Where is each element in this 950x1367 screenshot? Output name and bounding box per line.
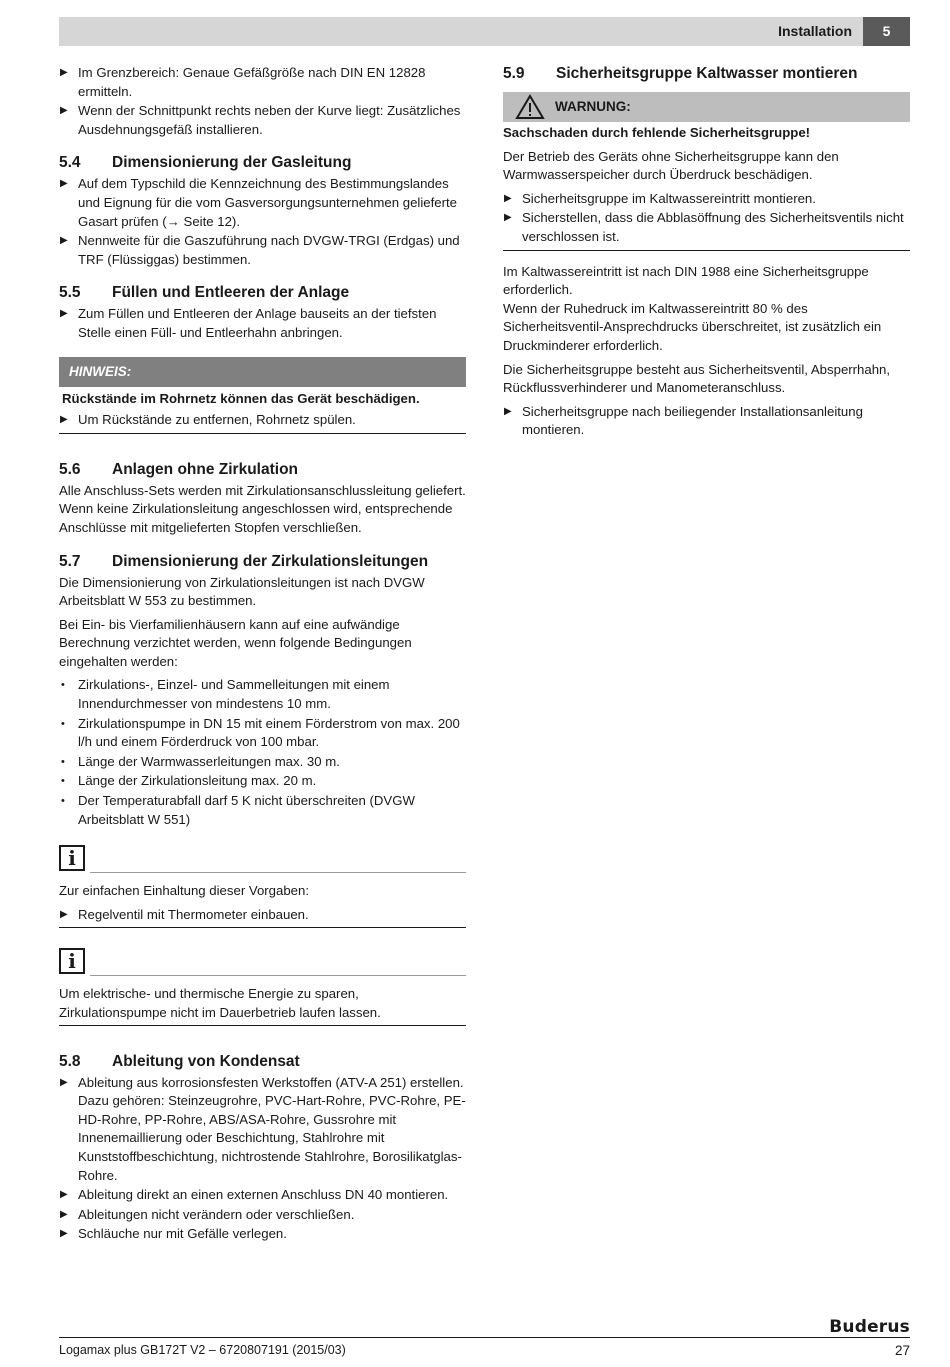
- section-heading: 5.7 Dimensionierung der Zirkulationsleitungen: [59, 552, 429, 570]
- paragraph: Um elektrische- und thermische Energie zu sparen, Zirkulationspumpe nicht im Dauerbetrieb laufen lassen.: [59, 986, 381, 1020]
- warning-list: [503, 190, 910, 247]
- notice-list: [59, 411, 466, 430]
- list-item: ▶ Schläuche nur mit Gefälle verlegen.: [59, 1225, 466, 1244]
- section-5-6: [59, 460, 466, 538]
- warning-header: [503, 92, 910, 122]
- list-item: ▶ Ableitungen nicht verändern oder verschließen.: [59, 1206, 466, 1225]
- section-5-5: [59, 283, 466, 342]
- section-5-8: [59, 1052, 466, 1244]
- paragraph: Der Betrieb des Geräts ohne Sicherheitsgruppe kann den Warmwasserspeicher durch Überdruck beschädigen.: [503, 148, 839, 183]
- left-column: [59, 64, 466, 1249]
- footer-document-id: Logamax plus GB172T V2 – 6720807191 (2015/03): [59, 1343, 346, 1357]
- intro-list: [59, 64, 466, 139]
- list-item: • Zirkulations-, Einzel- und Sammelleitungen mit einem Innendurchmesser von mindestens 10 mm.: [59, 676, 466, 713]
- list-item: • Länge der Zirkulationsleitung max. 20 m.: [59, 772, 466, 791]
- chapter-number: 5: [863, 17, 910, 46]
- list-item: • Länge der Warmwasserleitungen max. 30 m.: [59, 753, 466, 772]
- paragraph: Die Dimensionierung von Zirkulationsleitungen ist nach DVGW Arbeitsblatt W 553 zu bestimmen.: [59, 574, 425, 609]
- list-item: ▶ Regelventil mit Thermometer einbauen.: [59, 906, 466, 925]
- list-item: ▶ Im Grenzbereich: Genaue Gefäßgröße nach DIN EN 12828 ermitteln.: [59, 64, 466, 101]
- list-item: ▶ Um Rückstände zu entfernen, Rohrnetz spülen.: [59, 411, 466, 430]
- paragraph: Die Sicherheitsgruppe besteht aus Sicherheitsventil, Absperrhahn, Rückflussverhinderer und Manometeranschluss.: [503, 361, 891, 396]
- list-item: ▶ Sicherstellen, dass die Abblasöffnung des Sicherheitsventils nicht verschlossen ist.: [503, 209, 910, 246]
- header-title: Installation: [778, 23, 852, 39]
- warning-subtitle: Sachschaden durch fehlende Sicherheitsgruppe!: [503, 125, 811, 140]
- info-icon: i: [59, 845, 85, 871]
- footer-divider: [59, 1337, 910, 1338]
- section-list: [59, 305, 466, 342]
- warning-box: [503, 92, 910, 251]
- info-box-1: [59, 845, 466, 928]
- brand-logo: Buderus: [829, 1317, 910, 1337]
- paragraph: Bei Ein- bis Vierfamilienhäusern kann auf eine aufwändige Berechnung verzichtet werden, wenn folgende Bedingungen eingehalten werden:: [59, 616, 412, 669]
- section-5-4: [59, 153, 466, 269]
- notice-label: HINWEIS:: [59, 357, 466, 387]
- list-item: • Zirkulationspumpe in DN 15 mit einem Förderstrom von max. 200 l/h und einem Förderdruck von 100 mbar.: [59, 715, 466, 752]
- section-heading: 5.8 Ableitung von Kondensat: [59, 1052, 300, 1070]
- paragraph: Alle Anschluss-Sets werden mit Zirkulationsanschlussleitung geliefert. Wenn keine Zirkulationsleitung angeschlossen wird, entsprechende Anschlüsse mit mitgelieferten Stopfen verschließen.: [59, 482, 466, 535]
- section-heading: 5.9 Sicherheitsgruppe Kaltwasser montieren: [503, 65, 858, 82]
- section-list: [59, 175, 466, 269]
- warning-triangle-icon: [515, 94, 545, 120]
- section-heading: 5.5 Füllen und Entleeren der Anlage: [59, 284, 350, 302]
- page-header: [59, 17, 910, 46]
- list-item: ▶ Sicherheitsgruppe nach beiliegender Installationsanleitung montieren.: [503, 403, 910, 440]
- section-heading: 5.4 Dimensionierung der Gasleitung: [59, 154, 352, 172]
- section-list: [503, 403, 910, 440]
- conditions-list: [59, 676, 466, 829]
- paragraph: Zur einfachen Einhaltung dieser Vorgaben:: [59, 883, 310, 899]
- list-item: ▶ Ableitung aus korrosionsfesten Werkstoffen (ATV-A 251) erstellen. Dazu gehören: Steinzeugrohre, PVC-Hart-Rohre, PVC-Rohre, PE-HD-Rohre, PP-Rohre, ABS/ASA-Rohre, Gussrohre mit Innenemaillierung oder Beschichtung, Stahlrohre mit Kunststoffbeschichtung, nichtrostende Stahlrohre, Borosilikatglas-Rohre.: [59, 1074, 466, 1186]
- notice-subtitle: Rückstände im Rohrnetz können das Gerät beschädigen.: [62, 390, 420, 406]
- info-icon: i: [59, 948, 85, 974]
- notice-box: [59, 357, 466, 434]
- section-list: [59, 1074, 466, 1244]
- warning-label: WARNUNG:: [555, 99, 631, 114]
- page-number: 27: [894, 1343, 910, 1358]
- list-item: • Der Temperaturabfall darf 5 K nicht überschreiten (DVGW Arbeitsblatt W 551): [59, 792, 466, 829]
- list-item: ▶ Ableitung direkt an einen externen Anschluss DN 40 montieren.: [59, 1186, 466, 1205]
- section-5-7: [59, 552, 466, 830]
- info-list: [59, 906, 466, 925]
- paragraph: Wenn der Ruhedruck im Kaltwassereintritt 80 % des Sicherheitsventil-Ansprechdrucks überschreitet, ist zusätzlich ein Druckminderer erforderlich.: [503, 300, 882, 353]
- list-item: ▶ Sicherheitsgruppe im Kaltwassereintritt montieren.: [503, 190, 910, 209]
- list-item: ▶ Wenn der Schnittpunkt rechts neben der Kurve liegt: Zusätzliches Ausdehnungsgefäß installieren.: [59, 102, 466, 139]
- list-item: ▶ Zum Füllen und Entleeren der Anlage bauseits an der tiefsten Stelle einen Füll- und Entleerhahn anbringen.: [59, 305, 466, 342]
- list-item: ▶ Auf dem Typschild die Kennzeichnung des Bestimmungslandes und Eignung für die vom Gasversorgungsunternehmen gelieferte Gasart prüfen (→ Seite 12).: [59, 175, 466, 231]
- paragraph: Im Kaltwassereintritt ist nach DIN 1988 eine Sicherheitsgruppe erforderlich.: [503, 263, 869, 298]
- list-item: ▶ Nennweite für die Gaszuführung nach DVGW-TRGI (Erdgas) und TRF (Flüssiggas) bestimmen.: [59, 232, 466, 269]
- right-column: [503, 64, 910, 445]
- info-box-2: [59, 948, 466, 1025]
- section-heading: 5.6 Anlagen ohne Zirkulation: [59, 460, 299, 478]
